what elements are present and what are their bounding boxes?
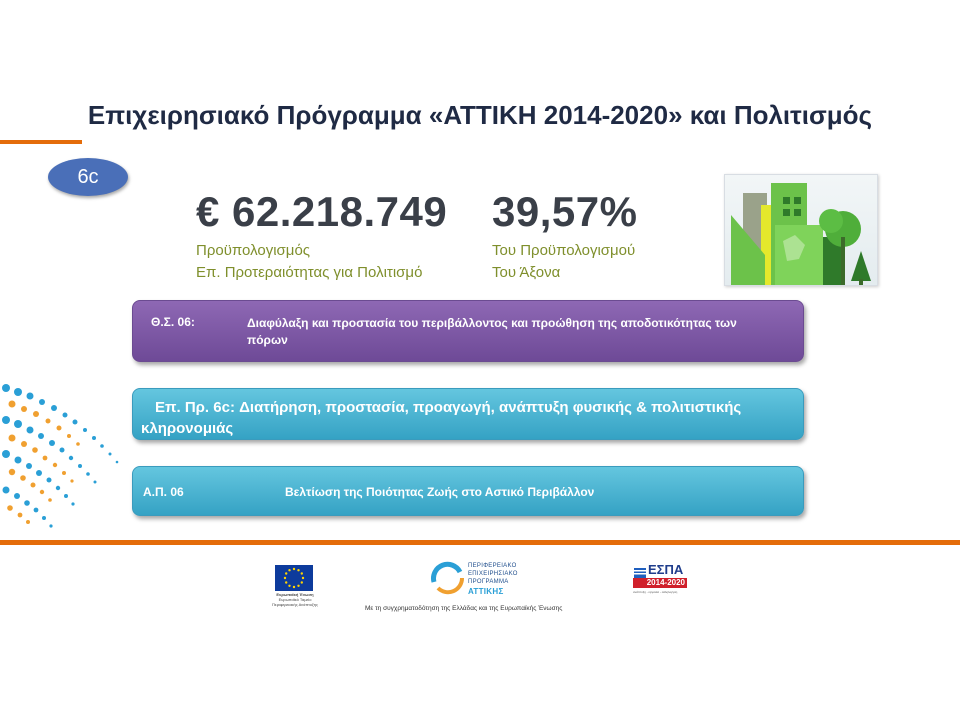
thematic-objective-text: Διαφύλαξη και προστασία του περιβάλλοντος και προώθηση της αποδοτικότητας των πόρων xyxy=(247,316,737,347)
pep-line1: ΠΕΡΙΦΕΡΕΙΑΚΟ xyxy=(468,563,517,569)
title-accent-line xyxy=(0,140,82,144)
eu-flag-icon xyxy=(275,565,313,591)
attica-program-logo-icon xyxy=(430,560,466,601)
eu-caption-title: Ευρωπαϊκή Ένωση xyxy=(276,592,314,597)
espa-tagline: ανάπτυξη - εργασία - αλληλεγγύη xyxy=(633,590,678,594)
pep-line2: ΕΠΙΧΕΙΡΗΣΙΑΚΟ xyxy=(468,571,518,577)
priority-axis-code: Α.Π. 06 xyxy=(143,485,184,499)
investment-priority-text: Επ. Πρ. 6c: Διατήρηση, προστασία, προαγωγή, ανάπτυξη φυσικής & πολιτιστικής κληρονομιάς xyxy=(141,399,742,437)
share-label-line2: Του Άξονα xyxy=(492,264,561,281)
espa-name: ΕΣΠΑ xyxy=(648,562,684,577)
slide-title: Επιχειρησιακό Πρόγραμμα «ΑΤΤΙΚΗ 2014-2020» και Πολιτισμός xyxy=(87,100,873,130)
green-city-illustration-icon xyxy=(724,174,878,286)
budget-label-line1: Προϋπολογισμός xyxy=(196,242,311,259)
eu-caption-subtitle: Ευρωπαϊκό Ταμείο Περιφερειακής Ανάπτυξης xyxy=(272,597,318,607)
budget-share-percent: 39,57% xyxy=(492,188,638,235)
footer-accent-line xyxy=(0,540,960,545)
thematic-objective-bar xyxy=(132,300,804,362)
investment-priority-bar xyxy=(132,388,804,440)
pep-line4: ΑΤΤΙΚΗΣ xyxy=(468,587,504,596)
espa-years: 2014-2020 xyxy=(633,578,687,588)
thematic-objective-code: Θ.Σ. 06: xyxy=(151,315,195,329)
pep-line3: ΠΡΟΓΡΑΜΜΑ xyxy=(468,579,509,585)
budget-amount: € 62.218.749 xyxy=(196,188,448,235)
dotted-swirl-decoration-icon xyxy=(0,380,130,545)
budget-label-line2: Επ. Προτεραιότητας για Πολιτισμό xyxy=(196,264,423,281)
eu-caption xyxy=(272,592,318,607)
priority-badge: 6c xyxy=(48,158,128,196)
priority-axis-text: Βελτίωση της Ποιότητας Ζωής στο Αστικό Περιβάλλον xyxy=(285,485,595,499)
share-label-line1: Του Προϋπολογισμού xyxy=(492,242,636,259)
cofinancing-note: Με τη συγχρηματοδότηση της Ελλάδας και της Ευρωπαϊκής Ένωσης xyxy=(365,605,563,612)
priority-axis-bar xyxy=(132,466,804,516)
